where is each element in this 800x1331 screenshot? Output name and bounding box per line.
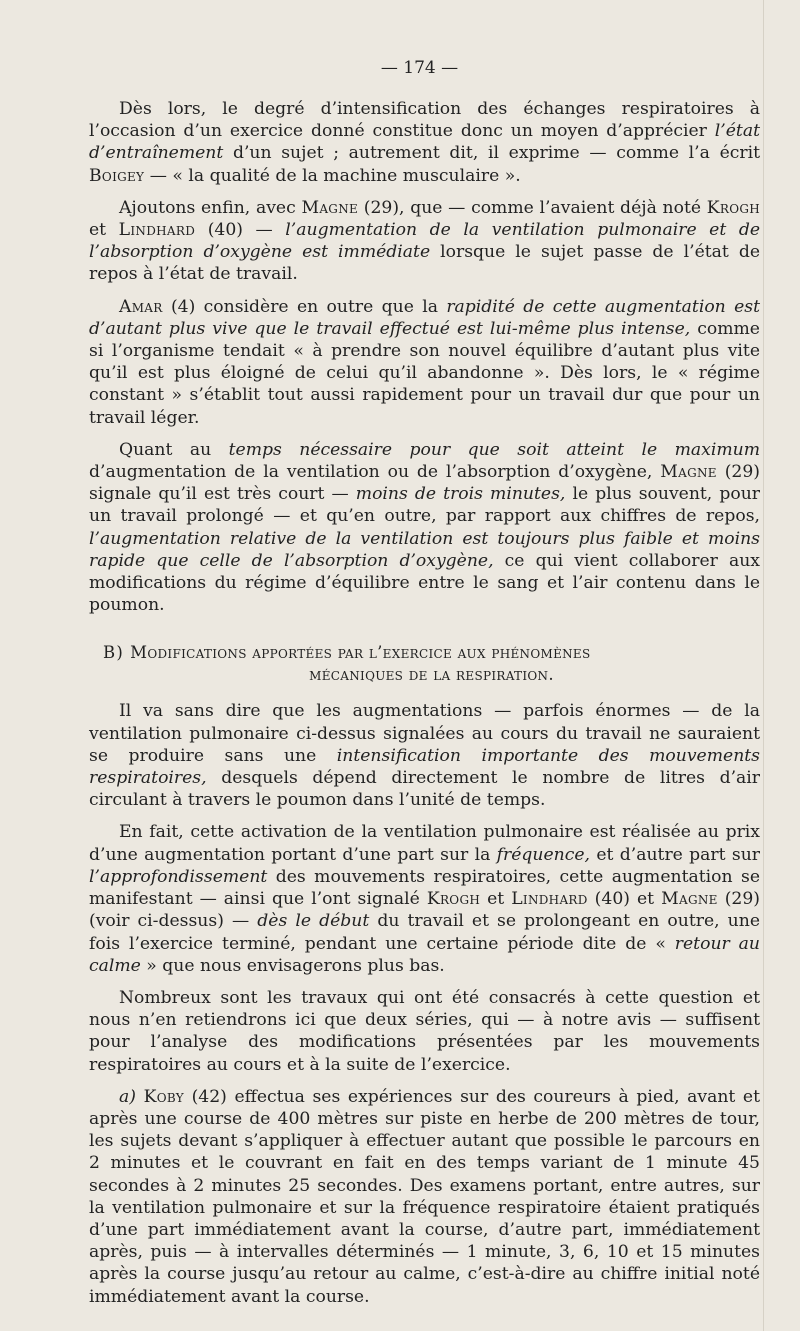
author-name: Lindhard [511, 889, 588, 910]
paragraph-text: desquels dépend directement le nombre de litres d’air circulant à travers le poumon dans l’unité de temps. [89, 768, 760, 811]
paragraph-1 [89, 98, 760, 187]
paragraph-text: Il va sans dire que les augmentations — parfois énormes — de la ventilation pulmonaire ci-dessus signalées au cours du travail ne sauraient se produire sans une [89, 701, 760, 766]
paragraph-8 [89, 1086, 760, 1308]
italic-phrase: rapidité de cette augmentation est d’autant plus vive que le travail effectué est lui-même plus intense, [89, 296, 760, 339]
paragraph-text: Quant au [119, 439, 229, 460]
list-label: a) [119, 1086, 136, 1107]
paragraph-text: (42) effectua ses expériences sur des coureurs à pied, avant et après une course de 400 mètres sur piste en herbe de 200 mètres de tour, les sujets devant s’appliquer à effectuer autant que possible le parcours en 2 minutes et le couvrant en fait en des temps variant de 1 minute 45 secondes à 2 minutes 25 secondes. Des examens portant, entre autres, sur la ventilation pulmonaire et sur la fréquence respiratoire étaient pratiqués d’une part immédiatement avant la course, d’autre part, immédiatement après, puis — à intervalles déterminés — 1 minute, 3, 6, 10 et 15 minutes après la course jusqu’au retour au calme, c’est-à-dire au chiffre initial noté immédiatement avant la course. [89, 1086, 761, 1307]
italic-phrase: retour au calme [89, 933, 760, 976]
paragraph-5 [89, 700, 760, 811]
paragraph-text: et [89, 220, 119, 241]
italic-phrase: l’état d’entraînement [89, 121, 760, 164]
paragraph-text: et d’autre part sur [590, 844, 760, 865]
page-number: — 174 — [380, 58, 459, 78]
paragraph-text: ce qui vient collaborer aux modifications du régime d’équilibre entre le sang et l’air contenu dans le poumon. [89, 550, 760, 616]
italic-phrase: fréquence, [496, 844, 590, 865]
paragraph-text: En fait, cette activation de la ventilation pulmonaire est réalisée au prix d’une augmentation portant d’une part sur la [89, 822, 760, 865]
author-name: Krogh [426, 889, 481, 910]
section-label: B) [103, 643, 125, 663]
paragraph-text: Nombreux sont les travaux qui ont été consacrés à cette question et nous n’en retiendrons ici que deux séries, qui — à notre avis — suffisent pour l’analyse des modifications présentées par les mouvements respiratoires au cours et à la suite de l’exercice. [89, 987, 760, 1075]
paragraph-text: (40) et [587, 889, 662, 910]
author-name: Lindhard [118, 220, 196, 241]
paragraph-text: (29) signale qu’il est très court — [89, 462, 760, 505]
author-name: Boigey [89, 165, 145, 186]
italic-phrase: intensification importante des mouvements respiratoires, [89, 745, 760, 789]
italic-phrase: moins de trois minutes, [355, 484, 566, 505]
paragraph-text: et [480, 889, 512, 910]
section-title-part-2: mécaniques de la respiration. [309, 665, 554, 685]
author-name: Magne [301, 197, 359, 218]
paragraph-text: des mouvements respiratoires, cette augmentation se manifestant — ainsi que l’ont signalé [89, 866, 760, 910]
paragraph-text: d’augmentation de la ventilation ou de l’absorption d’oxygène, [89, 462, 661, 483]
italic-phrase: l’augmentation de la ventilation pulmonaire et de l’absorption d’oxygène est immédiate [89, 220, 760, 263]
paragraph-text: (4) considère en outre que la [162, 296, 447, 317]
section-heading-line-1 [103, 642, 760, 664]
paragraph-text: comme si l’organisme tendait « à prendre son nouvel équilibre d’autant plus vite qu’il est plus éloigné de celui qu’il abandonne ». Dès lors, le « régime constant » s’établit tout aussi rapidement pour un travail dur que pour un travail léger. [89, 318, 760, 428]
paragraph-text: Dès lors, le degré d’intensification des échanges respiratoires à l’occasion d’un exercice donné constitue donc un moyen d’apprécier [89, 99, 760, 142]
paragraph-6 [89, 821, 760, 976]
paragraph-text: lorsque le sujet passe de l’état de repos à l’état de travail. [89, 242, 760, 285]
paragraph-4 [89, 439, 760, 617]
author-name: Koby [143, 1086, 184, 1107]
section-heading [103, 642, 760, 686]
page-edge-line [763, 0, 764, 1331]
section-title-part-1: Modifications apportées par l’exercice aux phénomènes [130, 643, 591, 663]
paragraph-text: (40) — [195, 220, 286, 241]
italic-phrase: temps nécessaire pour que soit atteint le maximum [228, 439, 760, 460]
paragraph-text: » que nous envisagerons plus bas. [140, 955, 445, 976]
paragraph-text: du travail et se prolongeant en outre, une fois l’exercice terminé, pendant une certaine période dite de « [89, 911, 760, 954]
paragraph-text: (29) (voir ci-dessus) — [89, 889, 760, 932]
paragraph-3 [89, 296, 760, 429]
author-name: Magne [660, 462, 717, 483]
italic-phrase: dès le début [257, 911, 370, 932]
paragraph-text: Ajoutons enfin, avec [119, 197, 302, 218]
paragraph-text: le plus souvent, pour un travail prolongé — et qu’en outre, par rapport aux chiffres de repos, [89, 484, 760, 527]
paragraph-text: (29), que — comme l’avaient déjà noté [358, 197, 707, 218]
paragraph-7 [89, 987, 760, 1076]
italic-phrase: l’augmentation relative de la ventilation est toujours plus faible et moins rapide que celle de l’absorption d’oxygène, [89, 528, 760, 571]
paragraph-2 [89, 197, 760, 286]
italic-phrase: l’approfondissement [89, 866, 268, 887]
author-name: Krogh [706, 197, 760, 218]
author-name: Magne [661, 889, 718, 910]
author-name: Amar [119, 296, 163, 317]
paragraph-text: d’un sujet ; autrement dit, il exprime — comme l’a écrit [223, 143, 760, 164]
paragraph-text: — « la qualité de la machine musculaire ». [144, 165, 521, 186]
